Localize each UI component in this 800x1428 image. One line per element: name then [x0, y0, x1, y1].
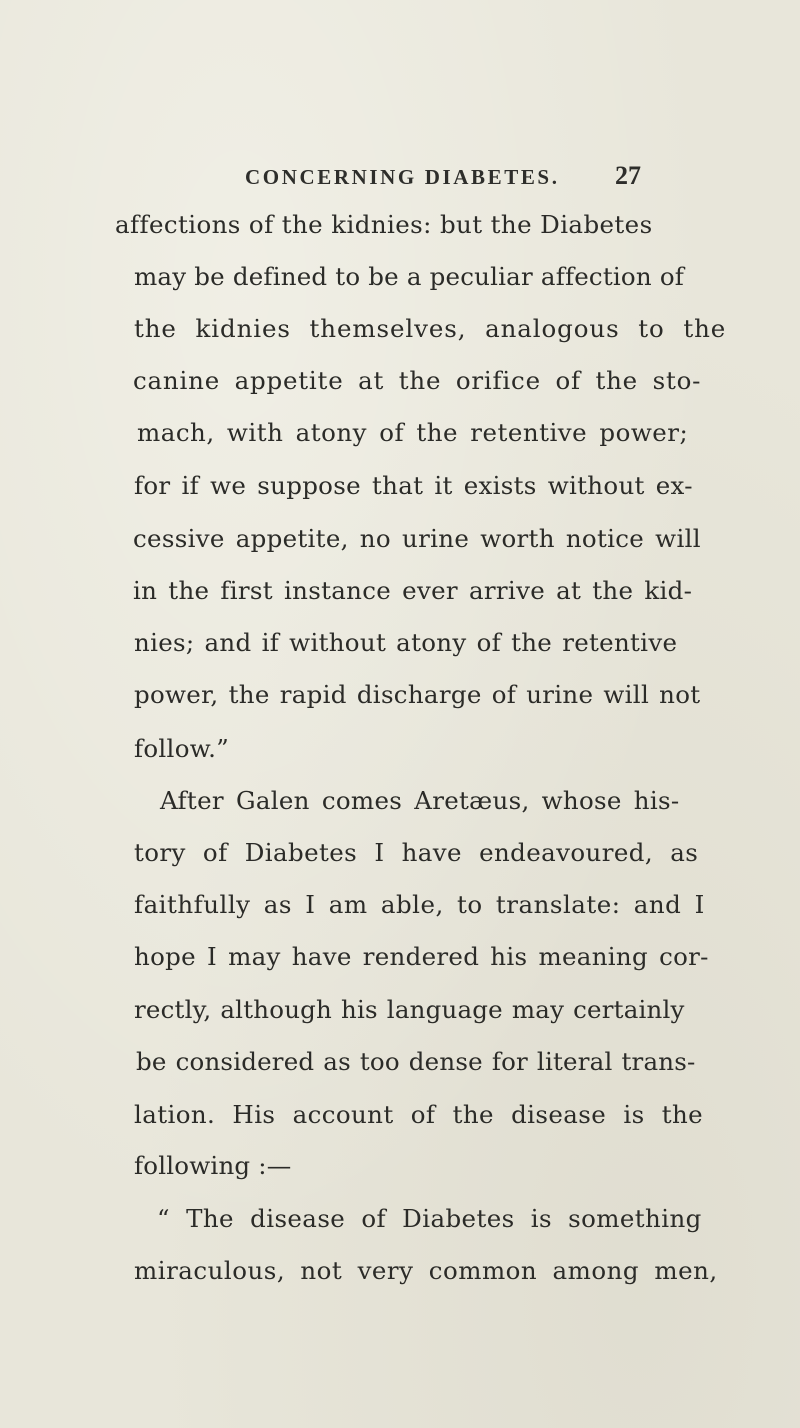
page-number: 27 [615, 161, 641, 190]
text-line: power, the rapid discharge of urine will not [134, 680, 701, 709]
text-line: hope I may have rendered his meaning cor- [134, 942, 709, 971]
text-line: mach, with atony of the retentive power; [137, 418, 689, 447]
text-line: the kidnies themselves, analogous to the [134, 314, 727, 343]
text-line: faithfully as I am able, to translate: and I [134, 890, 705, 919]
text-line: for if we suppose that it exists without ex- [134, 471, 693, 500]
paragraph-start-line: After Galen comes Aretæus, whose his- [160, 786, 680, 815]
text-line: be considered as too dense for literal trans- [136, 1047, 696, 1076]
quote-start-line: “ The disease of Diabetes is something [157, 1204, 702, 1233]
text-line: miraculous, not very common among men, [134, 1256, 718, 1285]
text-line: following :— [134, 1151, 292, 1180]
text-line: rectly, although his language may certainly [134, 995, 685, 1024]
text-line: follow.” [134, 734, 230, 763]
text-line: affections of the kidnies: but the Diabetes [115, 210, 653, 239]
running-title: CONCERNING DIABETES. [245, 165, 560, 189]
text-line: may be defined to be a peculiar affection of [134, 262, 685, 291]
text-line: lation. His account of the disease is the [134, 1100, 704, 1129]
text-line: cessive appetite, no urine worth notice will [133, 524, 701, 553]
text-line: nies; and if without atony of the retentive [134, 628, 678, 657]
text-line: in the first instance ever arrive at the kid- [133, 576, 693, 605]
text-line: canine appetite at the orifice of the sto- [133, 366, 702, 395]
text-line: tory of Diabetes I have endeavoured, as [134, 838, 699, 867]
